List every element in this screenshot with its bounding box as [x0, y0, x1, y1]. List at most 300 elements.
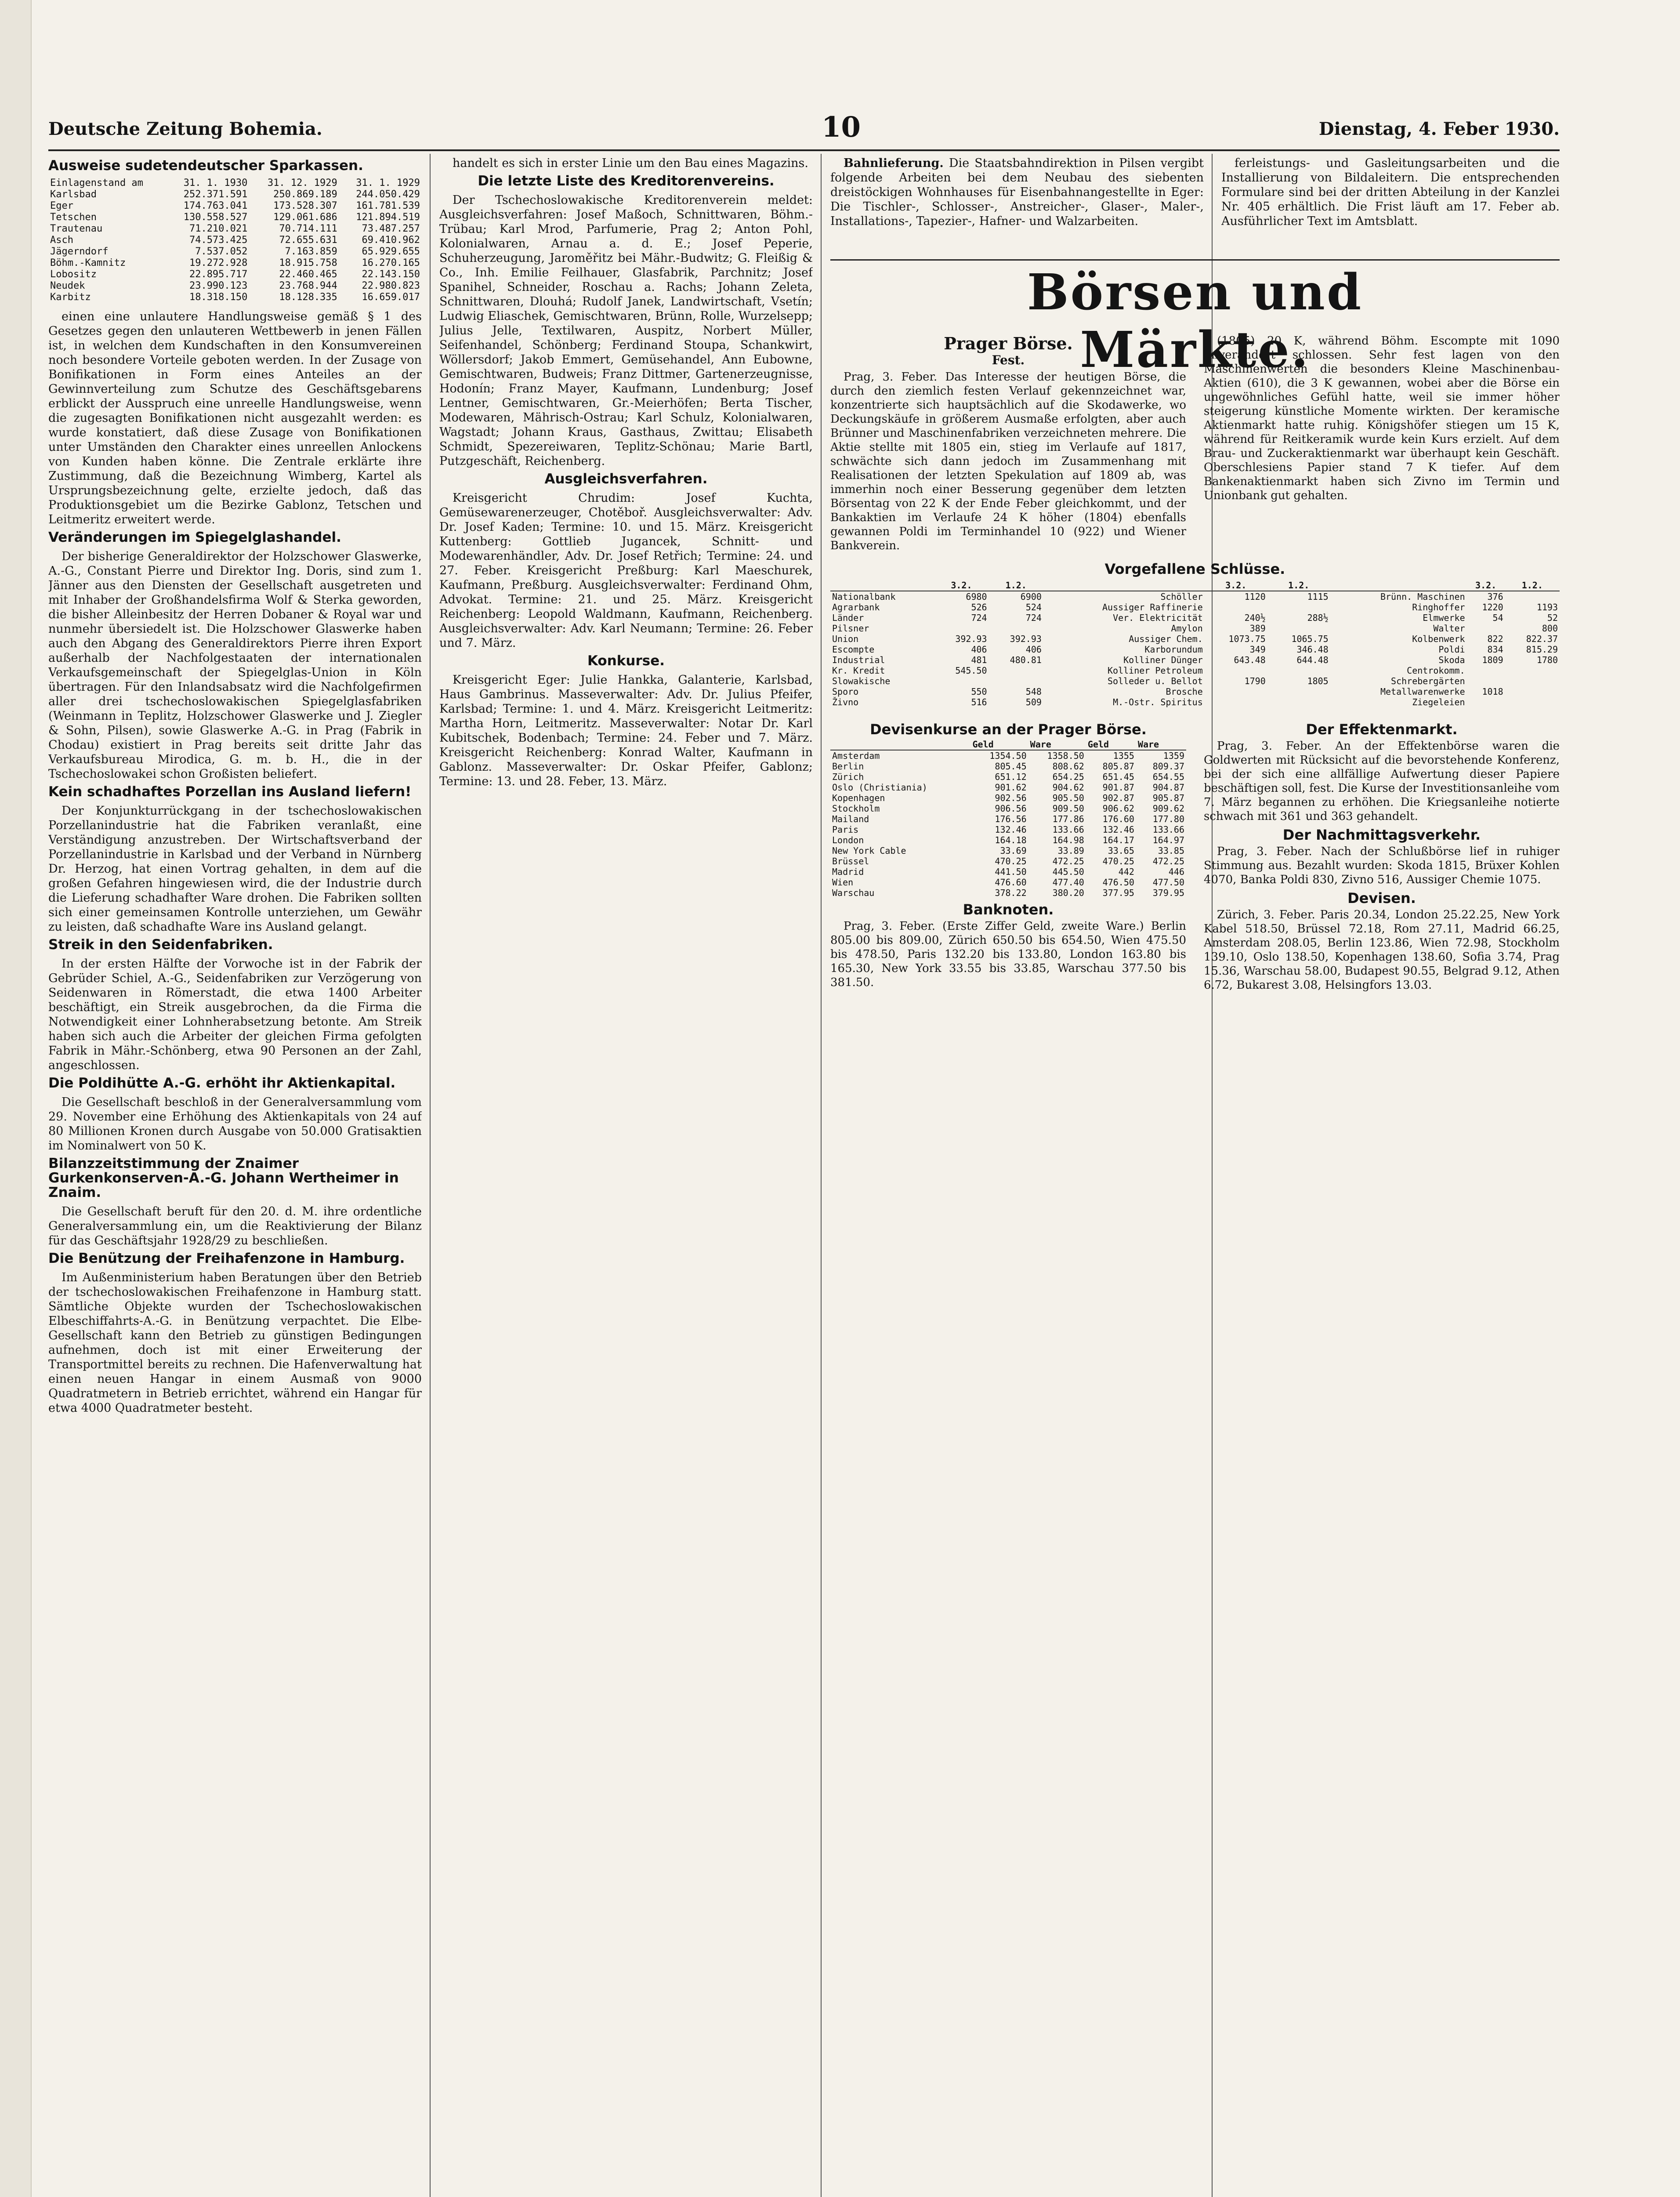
closing-row: [830, 634, 1560, 644]
devisen-row: [830, 772, 1186, 782]
table-cell: 1115: [1307, 591, 1329, 602]
table-cell: Živno: [832, 697, 859, 707]
table-cell: 240½: [1244, 613, 1266, 623]
table-cell: 822: [1487, 634, 1503, 644]
table-cell: 909.50: [1052, 803, 1084, 814]
devisen-column: [830, 718, 1186, 996]
table-cell: 23.990.123: [189, 280, 248, 291]
table-cell: 65.929.655: [362, 246, 420, 257]
table-header-cell: Geld: [970, 739, 1028, 750]
table-cell: Slowakische: [832, 676, 891, 686]
table-cell: [1267, 602, 1330, 613]
table-cell: 834: [1487, 644, 1503, 655]
effekten-text: Prag, 3. Feber. An der Effektenbörse waren die Goldwerten mit Rücksicht auf die bevorstehende Konferenz, bei der sich eine allfällige Aufwertung dieser Papiere beschäftigen soll, fest. Die Kurse der Investitionsanleihe vom 7. März begannen zu erhöhen. Die Kriegsanleihe notierte schwach mit 361 und 363 gehandelt.: [1204, 740, 1560, 823]
table-cell: [1505, 676, 1560, 686]
article-title: Bahnlieferung.: [844, 156, 944, 170]
table-cell: 31. 1. 1929: [356, 178, 420, 189]
table-cell: 815.29: [1526, 644, 1558, 655]
table-cell: Industrial: [832, 655, 885, 665]
table-header-cell: 3.2.: [1467, 580, 1505, 591]
table-cell: Kopenhagen: [832, 793, 885, 803]
table-cell: 132.46: [995, 824, 1027, 835]
table-cell: 22.460.465: [279, 269, 337, 280]
table-cell: 70.714.111: [279, 223, 337, 234]
table-cell: 22.143.150: [362, 269, 420, 280]
table-cell: 470.25: [1102, 856, 1134, 866]
table-cell: 441.50: [995, 866, 1027, 877]
closing-row: [830, 686, 1560, 697]
article-title: Konkurse.: [587, 653, 665, 669]
table-cell: 901.62: [995, 782, 1027, 793]
table-cell: Schöller: [1160, 591, 1203, 602]
table-cell: 442: [1118, 866, 1134, 877]
table-cell: 18.128.335: [279, 292, 337, 303]
table-cell: 651.12: [995, 772, 1027, 782]
table-cell: Madrid: [832, 866, 864, 877]
table-cell: Kolbenwerk: [1412, 634, 1465, 644]
table-header-cell: [830, 739, 970, 750]
table-cell: 74.573.425: [189, 235, 248, 246]
table-cell: 7.163.859: [285, 246, 337, 257]
table-cell: 252.371.591: [183, 189, 248, 200]
table-cell: [1267, 623, 1330, 634]
table-cell: Länder: [832, 613, 864, 623]
closing-row: [830, 602, 1560, 613]
market-subtitle: Prager Börse.: [944, 334, 1073, 353]
table-cell: 19.272.928: [189, 257, 248, 268]
devisen-row: [830, 856, 1186, 866]
table-cell: 376: [1487, 591, 1503, 602]
table-cell: Warschau: [832, 888, 875, 898]
table-cell: 550: [971, 686, 987, 697]
table-cell: 31. 1. 1930: [183, 178, 248, 189]
table-cell: 22.980.823: [362, 280, 420, 291]
table-cell: Neudek: [50, 280, 85, 291]
table-cell: Sporo: [832, 686, 859, 697]
article-text: Die Gesellschaft beruft für den 20. d. M. ihre ordentliche Generalversammlung ein, um die Reaktivierung der Bilanz für das Geschäftsjahr 1928/29 zu beschließen.: [48, 1205, 422, 1247]
header-rule: [48, 149, 1560, 151]
table-cell: Escompte: [832, 644, 875, 655]
table-cell: Amylon: [1171, 623, 1203, 634]
table-cell: 6980: [966, 591, 987, 602]
table-cell: [1505, 697, 1560, 707]
table-cell: Amsterdam: [832, 750, 880, 761]
article-title: Die Benützung der Freihafenzone in Hamburg.: [48, 1251, 405, 1266]
table-cell: [989, 676, 1043, 686]
table-cell: Kr. Kredit: [832, 665, 885, 676]
table-cell: 445.50: [1052, 866, 1084, 877]
closing-row: [830, 623, 1560, 634]
table-cell: 71.210.021: [189, 223, 248, 234]
table-cell: [1267, 686, 1330, 697]
table-cell: 1354.50: [989, 750, 1027, 761]
table-cell: Ver. Elektricität: [1113, 613, 1203, 623]
article-text: ferleistungs- und Gasleitungsarbeiten und die Installierung von Bildaleitern. Die entsprechenden Formulare sind bei der dritten Abteilung in der Kanzlei Nr. 405 erhältlich. Die Frist läuft am 17. Feber ab. Ausführlicher Text im Amtsblatt.: [1221, 156, 1560, 228]
table-cell: 651.45: [1102, 772, 1134, 782]
market-right-column: [1204, 334, 1560, 556]
table-cell: [1467, 623, 1505, 634]
table-header-cell: Ware: [1136, 739, 1186, 750]
table-cell: [1267, 697, 1330, 707]
table-cell: 904.87: [1152, 782, 1184, 793]
table-cell: 724: [971, 613, 987, 623]
table-cell: 1358.50: [1047, 750, 1084, 761]
table-cell: 7.537.052: [195, 246, 248, 257]
table-cell: 805.87: [1102, 761, 1134, 772]
table-cell: 129.061.686: [273, 212, 337, 223]
table-cell: 69.410.962: [362, 235, 420, 246]
table-cell: 1220: [1482, 602, 1503, 613]
table-cell: Lobositz: [50, 269, 97, 280]
table-cell: Einlagenstand am: [50, 178, 143, 189]
table-cell: 164.18: [995, 835, 1027, 845]
savings-table: [48, 178, 422, 303]
devisen-row: [830, 814, 1186, 824]
section-rule: [830, 259, 1560, 261]
table-cell: Elmwerke: [1423, 613, 1465, 623]
table-cell: 33.85: [1158, 845, 1184, 856]
table-header-cell: 1.2.: [1267, 580, 1330, 591]
closings-title: Vorgefallene Schlüsse.: [1104, 561, 1285, 577]
market-mood: Fest.: [992, 353, 1025, 367]
table-cell: 346.48: [1296, 644, 1329, 655]
table-cell: 481: [971, 655, 987, 665]
table-cell: 133.66: [1152, 824, 1184, 835]
table-cell: 476.60: [995, 877, 1027, 888]
table-cell: [1505, 665, 1560, 676]
devisen-row: [830, 750, 1186, 761]
table-cell: 33.69: [1000, 845, 1027, 856]
column-divider: [430, 154, 431, 2197]
table-cell: Mailand: [832, 814, 869, 824]
effekten-title: Der Effektenmarkt.: [1306, 721, 1458, 738]
table-cell: 130.558.527: [183, 212, 248, 223]
closing-row: [830, 644, 1560, 655]
table-cell: [1205, 686, 1267, 697]
table-cell: 380.20: [1052, 888, 1084, 898]
newspaper-name: Deutsche Zeitung Bohemia.: [48, 119, 322, 139]
table-cell: [1467, 665, 1505, 676]
intro-text: einen eine unlautere Handlungsweise gemäß § 1 des Gesetzes gegen den unlauteren Wettbewerb in jenen Fällen ist, in welchen dem Kundschaften in den Konsumvereinen noch besondere Vorteile geboten werden. In der Zusage von Bonifikationen in Form eines Anteiles an der Gewinnverteilung zum Schutze des Geschäftsgebarens erblickt der Ausspruch eine unreelle Handlungsweise, wenn die zugesagten Bonifikationen nicht ausgezahlt werden: es wurde konstatiert, daß diese Zusage von Bonifikationen unter Umständen den Charakter eines unreellen Anlockens von Kunden haben könne. Die Zentrale erklärte ihre Zustimmung, daß die Bezeichnung Wimberg, Kartel als Ursprungsbezeichnung gelte, erzielte jedoch, daß das Produktionsgebiet um die Bezirke Gablonz, Tetschen und Leitmeritz erweitert werde.: [48, 310, 422, 526]
page-header: [48, 111, 1560, 149]
table-cell: Karlsbad: [50, 189, 97, 200]
table-cell: 480.81: [1010, 655, 1042, 665]
table-cell: 1065.75: [1291, 634, 1329, 644]
article-text: Der Tschechoslowakische Kreditorenverein meldet: Ausgleichsverfahren: Josef Maßoch, Schnittwaren, Böhm.-Trübau; Karl Mrod, Parfumerie, Prag 2; Anton Pohl, Kolonialwaren, Arnau a. d. E.; Josef Peperie, Schuherzeugung, Jaroměřitz bei Mähr.-Budwitz; G. Fleißig & Co., Inh. Emilie Feilhauer, Glasfabrik, Parchnitz; Josef Spanihel, Schneider, Roschau a. Rachs; Johann Zeleta, Schnittwaren, Dlouhá; Rudolf Janek, Landwirtschaft, Vsetín; Ludwig Eliaschek, Gemischtwaren, Brünn, Rolle, Wurzelsepp; Julius Jelle, Textilwaren, Auspitz, Norbert Müller, Seifenhandel, Schönberg; Ferdinand Stoupa, Schankwirt, Wöllersdorf; Jakob Emmert, Gemüsehandel, Ann Eubowne, Gemischtwaren, Budweis; Franz Dittmer, Gartenerzeugnisse, Hodonín; Franz Mayer, Kaufmann, Lundenburg; Josef Lentner, Gemischtwaren, Gr.-Meierhöfen; Berta Tischer, Modewaren, Mährisch-Ostrau; Karl Schulz, Kolonialwaren, Wagstadt; Johann Kraus, Gasthaus, Zwittau; Elisabeth Schmidt, Spezereiwaren, Teplitz-Schönau; Marie Bartl, Putzgeschäft, Reichenberg.: [439, 193, 813, 468]
table-cell: 31. 12. 1929: [267, 178, 337, 189]
page-number: 10: [822, 111, 861, 144]
table-cell: 18.318.150: [189, 292, 248, 303]
table-cell: 133.66: [1052, 824, 1084, 835]
table-header-cell: [1330, 580, 1467, 591]
article-text: In der ersten Hälfte der Vorwoche ist in der Fabrik der Gebrüder Schiel, A.-G., Seidenfabriken zur Verzögerung von Seidenwaren in Römerstadt, die etwa 1400 Arbeiter beschäftigt, ein Streik ausgebrochen, da die Firma die Notwendigkeit einer Lohnherabsetzung betonte. Am Streik haben sich auch die Arbeiter der gleichen Firma gefolgten Fabrik in Mähr.-Schönberg, etwa 90 Personen an der Zahl, angeschlossen.: [48, 957, 422, 1072]
table-header-cell: Geld: [1086, 739, 1136, 750]
savings-row: [48, 292, 422, 303]
table-cell: Nationalbank: [832, 591, 896, 602]
devisen-row: [830, 877, 1186, 888]
table-cell: 406: [971, 644, 987, 655]
table-cell: 176.60: [1102, 814, 1134, 824]
closing-row: [830, 665, 1560, 676]
table-cell: 906.62: [1102, 803, 1134, 814]
table-cell: 379.95: [1152, 888, 1184, 898]
table-cell: 808.62: [1052, 761, 1084, 772]
table-cell: [934, 623, 988, 634]
table-cell: 1805: [1307, 676, 1329, 686]
table-cell: 377.95: [1102, 888, 1134, 898]
table-cell: Ziegeleien: [1412, 697, 1465, 707]
table-cell: 902.87: [1102, 793, 1134, 803]
table-cell: [1205, 602, 1267, 613]
table-cell: 121.894.519: [356, 212, 420, 223]
closing-row: [830, 697, 1560, 707]
table-cell: Centrokomm.: [1407, 665, 1465, 676]
table-cell: 472.25: [1152, 856, 1184, 866]
table-header-cell: 1.2.: [989, 580, 1043, 591]
effekten-column: [1204, 718, 1560, 996]
table-cell: 477.50: [1152, 877, 1184, 888]
table-cell: 509: [1025, 697, 1042, 707]
table-cell: 1780: [1536, 655, 1558, 665]
article-text: Der bisherige Generaldirektor der Holzschower Glaswerke, A.-G., Constant Pierre und Direktor Ing. Doris, sind zum 1. Jänner aus den Diensten der Gesellschaft ausgetreten und mit Inhaber der Großhandelsfirma Wolf & Sterka geworden, die bisher Alleinbesitz der Herren Dobaner & Royal war und nunmehr übersiedelt ist. Die Holzschower Glaswerke haben auch den Abgang des Generaldirektors Pierre ihren Export außerhalb der Nachfolgestaaten der internationalen Verkaufsgemeinschaft der Spiegelglas-Union in Köln übertragen. Für den Inlandsabsatz wird die Nachfolgefirmen aller drei tschechoslowakischen Spiegelglasfabriken (Weinmann in Teplitz, Holzschower Glaswerke und J. Ziegler & Sohn, Pilsen), sowie Glaswerke A.-G. in Prag (Fabrik in Chodau) existiert in Prag bereits seit dritte Jahr das Verkaufsbureau Mirodica, G. m. b. H., die in der Tschechoslowakei schon Großisten beliefert.: [48, 550, 422, 781]
savings-row: [48, 200, 422, 212]
column-4-top: [1221, 156, 1560, 257]
article-text: Die Staatsbahndirektion in Pilsen vergibt folgende Arbeiten bei dem Neubau des siebenten dreistöckigen Wohnhauses für Eisenbahnangestellte in Eger: Die Tischler-, Schlosser-, Anstreicher-, Glaser-, Maler-, Installations-, Tapezier-, Hafner- und Walzarbeiten.: [830, 156, 1204, 228]
table-cell: [1267, 665, 1330, 676]
table-cell: 16.659.017: [362, 292, 420, 303]
table-cell: 446: [1168, 866, 1184, 877]
table-header-cell: 3.2.: [1205, 580, 1267, 591]
issue-date: Dienstag, 4. Feber 1930.: [1318, 119, 1560, 139]
afternoon-text: Prag, 3. Feber. Nach der Schlußbörse lief in ruhiger Stimmung aus. Bezahlt wurden: Skoda 1815, Brüxer Kohlen 4070, Banka Poldi 830, Zivno 516, Aussiger Chemie 1075.: [1204, 845, 1560, 886]
closing-row: [830, 613, 1560, 623]
table-cell: 177.80: [1152, 814, 1184, 824]
devisen-row: [830, 835, 1186, 845]
table-cell: 1018: [1482, 686, 1503, 697]
savings-row: [48, 212, 422, 223]
table-cell: 288½: [1307, 613, 1329, 623]
market-section: [830, 334, 1560, 996]
table-cell: 1193: [1536, 602, 1558, 613]
market-left-column: [830, 334, 1186, 556]
table-cell: 54: [1492, 613, 1503, 623]
table-cell: 526: [971, 602, 987, 613]
closings-table: [830, 580, 1560, 707]
table-cell: 548: [1025, 686, 1042, 697]
table-cell: Oslo (Christiania): [832, 782, 927, 793]
table-cell: M.-Ostr. Spiritus: [1113, 697, 1203, 707]
article-title: Die Poldihütte A.-G. erhöht ihr Aktienkapital.: [48, 1075, 396, 1091]
table-header-cell: [830, 580, 934, 591]
table-cell: 164.97: [1152, 835, 1184, 845]
savings-row: [48, 257, 422, 269]
table-cell: 22.895.717: [189, 269, 248, 280]
table-cell: Tetschen: [50, 212, 97, 223]
intro-text: handelt es sich in erster Linie um den Bau eines Magazins.: [453, 156, 808, 170]
article-text: Im Außenministerium haben Beratungen über den Betrieb der tschechoslowakischen Freihafenzone in Hamburg statt. Sämtliche Objekte wurden der Tschechoslowakischen Elbeschiffahrts-A.-G. in Benützung verpachtet. Die Elbe-Gesellschaft kann den Betrieb zu günstigen Bedingungen aufnehmen, doch ist mit einer Erweiterung der Transportmittel bereits zu rechnen. Die Hafenverwaltung hat einen neuen Hangar in einem Ausmaß von 9000 Quadratmetern in Betrieb errichtet, während ein Hangar für etwa 4000 Quadratmeter besteht.: [48, 1271, 422, 1415]
table-cell: 6900: [1020, 591, 1042, 602]
table-cell: Ringhoffer: [1412, 602, 1465, 613]
table-cell: 1809: [1482, 655, 1503, 665]
table-cell: 643.48: [1234, 655, 1266, 665]
savings-row: [48, 280, 422, 292]
column-divider: [821, 154, 822, 2197]
table-cell: 809.37: [1152, 761, 1184, 772]
article-text: Kreisgericht Eger: Julie Hankka, Galanterie, Karlsbad, Haus Gambrinus. Masseverwalter: Adv. Dr. Julius Pfeifer, Karlsbad; Termine: 1. und 4. März. Kreisgericht Leitmeritz: Martha Horn, Leitmeritz. Masseverwalter: Notar Dr. Karl Kubitschek, Bodenbach; Termine: 24. Feber und 7. März. Kreisgericht Reichenberg: Konrad Walter, Kaufmann in Gablonz. Masseverwalter: Dr. Oskar Pfeifer, Gablonz; Termine: 13. und 28. Feber, 13. März.: [439, 673, 813, 788]
savings-row: [48, 269, 422, 280]
table-cell: 516: [971, 697, 987, 707]
table-cell: 250.869.189: [273, 189, 337, 200]
table-cell: 132.46: [1102, 824, 1134, 835]
article-title: Bilanzzeitstimmung der Znaimer Gurkenkonserven-A.-G. Johann Wertheimer in Znaim.: [48, 1156, 399, 1200]
table-header-cell: Ware: [1028, 739, 1086, 750]
table-cell: 72.655.631: [279, 235, 337, 246]
table-cell: 909.62: [1152, 803, 1184, 814]
table-cell: London: [832, 835, 864, 845]
table-cell: Union: [832, 634, 859, 644]
page-edge: [0, 0, 32, 2197]
table-cell: Berlin: [832, 761, 864, 772]
table-cell: [1505, 591, 1560, 602]
table-cell: 476.50: [1102, 877, 1134, 888]
table-cell: Metallwarenwerke: [1380, 686, 1465, 697]
savings-row: [48, 178, 422, 189]
devisen-row: [830, 845, 1186, 856]
table-cell: Karborundum: [1144, 644, 1203, 655]
table-cell: Kolliner Dünger: [1123, 655, 1203, 665]
banknotes-text: Prag, 3. Feber. (Erste Ziffer Geld, zweite Ware.) Berlin 805.00 bis 809.00, Zürich 650.50 bis 654.50, Wien 475.50 bis 478.50, Paris 132.20 bis 133.80, London 163.80 bis 165.30, New York 33.55 bis 33.85, Warschau 377.50 bis 381.50.: [830, 920, 1186, 989]
table-cell: 406: [1025, 644, 1042, 655]
table-cell: 1355: [1113, 750, 1134, 761]
table-cell: 470.25: [995, 856, 1027, 866]
article-title: Veränderungen im Spiegelglashandel.: [48, 529, 341, 545]
market-section-title: Börsen und Märkte.: [1027, 264, 1363, 379]
table-cell: Aussiger Raffinerie: [1102, 602, 1203, 613]
table-cell: 177.86: [1052, 814, 1084, 824]
table-cell: 800: [1542, 623, 1558, 634]
devisen-row: [830, 761, 1186, 772]
table-cell: 244.050.429: [356, 189, 420, 200]
table-cell: Stockholm: [832, 803, 880, 814]
table-cell: [1505, 686, 1560, 697]
table-cell: Aussiger Chem.: [1129, 634, 1203, 644]
savings-row: [48, 189, 422, 200]
foreign-exchange-text: Zürich, 3. Feber. Paris 20.34, London 25.22.25, New York Kabel 518.50, Brüssel 72.18, Rom 27.11, Madrid 66.25, Amsterdam 208.05, Berlin 123.86, Wien 72.98, Stockholm 139.10, Oslo 138.50, Kopenhagen 138.60, Sofia 3.74, Prag 15.36, Warschau 58.00, Budapest 90.55, Belgrad 9.12, Athen 6.72, Bukarest 3.08, Helsingfors 13.03.: [1204, 908, 1560, 992]
savings-row: [48, 223, 422, 235]
table-cell: 654.55: [1152, 772, 1184, 782]
table-cell: Eger: [50, 200, 73, 211]
table-cell: 822.37: [1526, 634, 1558, 644]
table-cell: 73.487.257: [362, 223, 420, 234]
savings-row: [48, 246, 422, 257]
table-cell: 524: [1025, 602, 1042, 613]
table-cell: Böhm.-Kamnitz: [50, 257, 126, 268]
table-cell: 392.93: [955, 634, 987, 644]
table-cell: [989, 665, 1043, 676]
devisen-row: [830, 824, 1186, 835]
table-cell: Paris: [832, 824, 859, 835]
table-cell: 724: [1025, 613, 1042, 623]
table-cell: Brosche: [1166, 686, 1203, 697]
table-cell: Schrebergärten: [1391, 676, 1465, 686]
table-cell: 901.87: [1102, 782, 1134, 793]
foreign-exchange-title: Devisen.: [1347, 890, 1416, 906]
table-cell: 18.915.758: [279, 257, 337, 268]
table-header-cell: 3.2.: [934, 580, 988, 591]
table-cell: [1205, 665, 1267, 676]
table-cell: 905.50: [1052, 793, 1084, 803]
table-cell: Solleder u. Bellot: [1108, 676, 1203, 686]
table-cell: 904.62: [1052, 782, 1084, 793]
article-text: Kreisgericht Chrudim: Josef Kuchta, Gemüsewarenerzeuger, Chotěboř. Ausgleichsverwalter: Adv. Dr. Josef Kaden; Termine: 10. und 15. März. Kreisgericht Kuttenberg: Gottlieb Jugancek, Schnitt- und Modewarenhändler, Adv. Dr. Josef Retřich; Termine: 24. und 27. Feber. Kreisgericht Preßburg: Karl Maeschurek, Kaufmann, Preßburg. Ausgleichsverwalter: Ferdinand Ohm, Advokat. Termine: 21. und 25. März. Kreisgericht Reichenberg: Leopold Waldmann, Kaufmann, Reichenberg. Ausgleichsverwalter: Adv. Karl Neumann; Termine: 26. Feber und 7. März.: [439, 491, 813, 650]
table-cell: Poldi: [1438, 644, 1465, 655]
table-cell: [1467, 697, 1505, 707]
article-title: Die letzte Liste des Kreditorenvereins.: [478, 173, 775, 189]
afternoon-title: Der Nachmittagsverkehr.: [1282, 827, 1481, 843]
table-cell: [989, 623, 1043, 634]
table-cell: 173.528.307: [273, 200, 337, 211]
table-cell: 349: [1249, 644, 1266, 655]
table-cell: 164.17: [1102, 835, 1134, 845]
column-1: [48, 156, 422, 2197]
table-cell: 33.89: [1057, 845, 1084, 856]
table-cell: [1205, 697, 1267, 707]
closing-row: [830, 655, 1560, 665]
devisen-table: [830, 739, 1186, 898]
article-text: Der Konjunkturrückgang in der tschechoslowakischen Porzellanindustrie hat die Fabriken veranlaßt, eine Verständigung anzustreben. Der Wirtschaftsverband der Porzellanindustrie in Karlsbad und der Verband in Nürnberg Dr. Herzog, hat einen Vortrag gehalten, in dem auf die großen Gefahren hingewiesen wird, die der Industrie durch die Lieferung schadhafter Ware drohen. Die Fabriken sollten sich einer gemeinsamen Kontrolle unterziehen, um Gewähr zu leisten, daß schadhafte Ware ins Ausland gelangt.: [48, 804, 422, 934]
article-title: Kein schadhaftes Porzellan ins Ausland liefern!: [48, 784, 412, 800]
table-cell: 472.25: [1052, 856, 1084, 866]
table-cell: Pilsner: [832, 623, 869, 634]
table-cell: [1467, 676, 1505, 686]
article-title: Streik in den Seidenfabriken.: [48, 937, 273, 953]
table-cell: 1359: [1163, 750, 1184, 761]
table-cell: Jägerndorf: [50, 246, 109, 257]
table-cell: Trautenau: [50, 223, 103, 234]
devisen-title: Devisenkurse an der Prager Börse.: [870, 721, 1147, 738]
market-text: Prag, 3. Feber. Das Interesse der heutigen Börse, die durch den ziemlich festen Verlauf gekennzeichnet war, konzentrierte sich hauptsächlich auf die Skodawerke, wo Deckungskäufe in größerem Ausmaße erfolgten, aber auch Brünner und Maschinenfabriken verzeichneten mehrere. Die Aktie stellte mit 1805 ein, stieg im Verlaufe auf 1817, schwächte sich dann jedoch im Zusammenhang mit Realisationen der letzten Spekulation auf 1809 ab, was immerhin noch einer Besserung gegenüber dem letzten Börsentag von 22 K der Ende Feber gleichkommt, und der Bankaktien im Verlaufe 24 K höher (1804) ebenfalls gewannen Poldi im Terminhandel 10 (922) und Wiener Bankverein.: [830, 370, 1186, 552]
closing-row: [830, 676, 1560, 686]
table-cell: 392.93: [1010, 634, 1042, 644]
table-cell: 1073.75: [1228, 634, 1266, 644]
article-text: [830, 156, 1204, 228]
table-cell: 905.87: [1152, 793, 1184, 803]
table-header-cell: 1.2.: [1505, 580, 1560, 591]
table-cell: 176.56: [995, 814, 1027, 824]
table-cell: 16.270.165: [362, 257, 420, 268]
table-cell: Zürich: [832, 772, 864, 782]
table-cell: Wien: [832, 877, 854, 888]
devisen-row: [830, 888, 1186, 898]
table-cell: 1120: [1244, 591, 1266, 602]
table-header-cell: [1043, 580, 1205, 591]
table-cell: Skoda: [1438, 655, 1465, 665]
table-cell: Walter: [1433, 623, 1465, 634]
table-cell: Agrarbank: [832, 602, 880, 613]
table-cell: 654.25: [1052, 772, 1084, 782]
table-cell: 52: [1547, 613, 1558, 623]
article-title: Ausgleichsverfahren.: [544, 471, 708, 487]
table-cell: 1790: [1244, 676, 1266, 686]
table-cell: 164.98: [1052, 835, 1084, 845]
table-cell: 161.781.539: [356, 200, 420, 211]
table-cell: Kolliner Petroleum: [1108, 665, 1203, 676]
table-cell: Brüssel: [832, 856, 869, 866]
table-cell: 805.45: [995, 761, 1027, 772]
savings-row: [48, 235, 422, 246]
table-cell: 906.56: [995, 803, 1027, 814]
banknotes-title: Banknoten.: [963, 901, 1054, 918]
